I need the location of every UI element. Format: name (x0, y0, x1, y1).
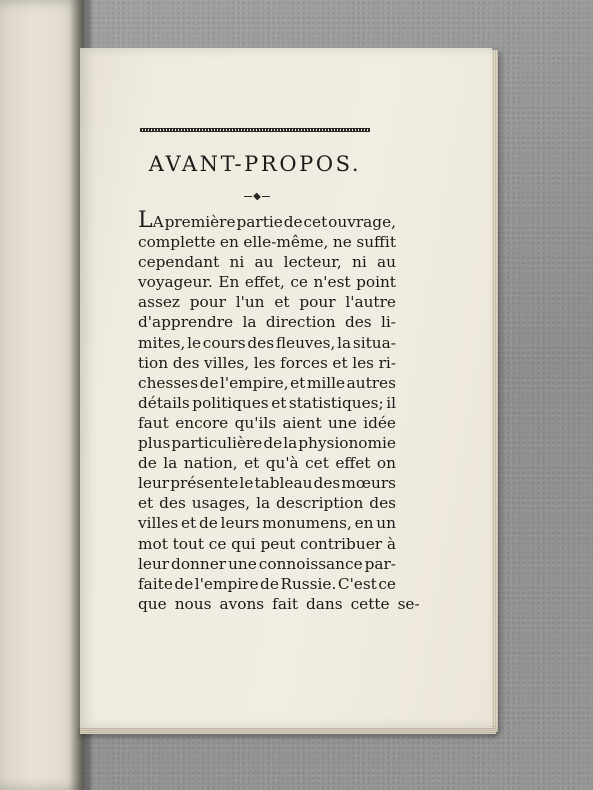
text-line: faut encore qu'ils aient une idée (138, 413, 396, 432)
text-line: mot tout ce qui peut contribuer à (138, 534, 396, 553)
text-line: de la nation, et qu'à cet effet on (138, 454, 396, 473)
text-line: LA première partie de cet ouvrage, (138, 208, 396, 233)
header-rule (140, 128, 370, 132)
text-line: et des usages, la description des (138, 494, 396, 513)
text-line: chesses de l'empire, et mille autres (138, 373, 396, 392)
page-title: AVANT-PROPOS. (148, 152, 362, 176)
text-line: assez pour l'un et pour l'autre (138, 293, 396, 312)
text-line: plus particulière de la physionomie (138, 434, 396, 453)
text-line: faite de l'empire de Russie. C'est ce (138, 574, 396, 593)
text-line: leur présente le tableau des mœurs (138, 474, 396, 493)
text-line: cependant ni au lecteur, ni au (138, 253, 396, 272)
text-line: villes et de leurs monumens, en un (138, 514, 396, 533)
title-ornament (240, 192, 274, 200)
text-line: d'apprendre la direction des li- (138, 313, 396, 332)
text-line: leur donner une connoissance par- (138, 554, 396, 573)
text-line: tion des villes, les forces et les ri- (138, 353, 396, 372)
text-line: mites, le cours des fleuves, la situa- (138, 333, 396, 352)
text-line: voyageur. En effet, ce n'est point (138, 273, 396, 292)
text-line: que nous avons fait dans cette se- (138, 594, 420, 613)
text-line: complette en elle-même, ne suffit (138, 233, 396, 252)
text-line: détails politiques et statistiques; il (138, 393, 396, 412)
body-text (138, 208, 420, 614)
